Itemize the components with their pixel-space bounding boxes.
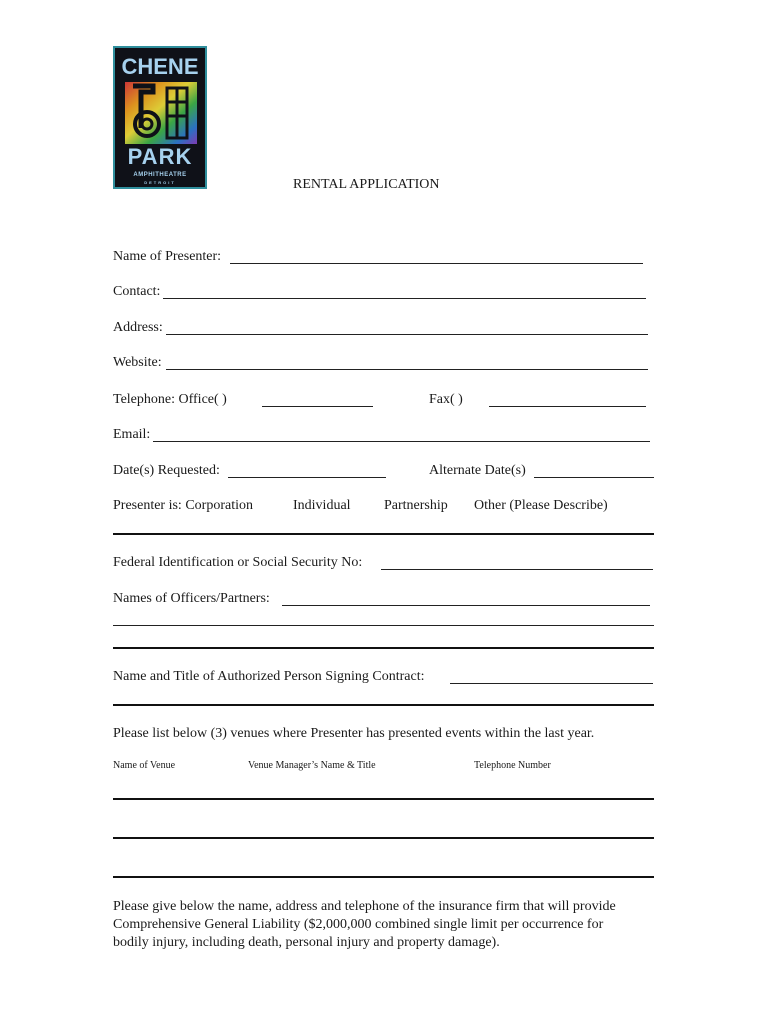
email-field[interactable] bbox=[153, 441, 650, 442]
presenter-name-label: Name of Presenter: bbox=[113, 249, 222, 264]
presenter-type-partnership[interactable]: Partnership bbox=[384, 498, 448, 513]
logo-text-amphitheatre: AMPHITHEATRE bbox=[133, 172, 187, 178]
insurance-text-line-1: Please give below the name, address and telephone of the insurance firm that will provide bbox=[113, 899, 616, 914]
contact-label: Contact: bbox=[113, 284, 161, 299]
authorized-person-label: Name and Title of Authorized Person Signing Contract: bbox=[113, 669, 425, 684]
authorized-person-field[interactable] bbox=[450, 683, 653, 684]
presenter-type-individual[interactable]: Individual bbox=[293, 498, 351, 513]
telephone-label: Telephone: Office( ) bbox=[113, 392, 227, 407]
telephone-field[interactable] bbox=[262, 406, 373, 407]
alternate-dates-label: Alternate Date(s) bbox=[429, 463, 526, 478]
address-label: Address: bbox=[113, 320, 163, 335]
logo-text-detroit: DETROIT bbox=[144, 180, 176, 185]
federal-id-field[interactable] bbox=[381, 569, 653, 570]
venue-manager-column-header: Venue Manager’s Name & Title bbox=[248, 760, 376, 771]
logo-music-note-icon bbox=[123, 82, 199, 144]
venue-row-line-2[interactable] bbox=[113, 837, 654, 839]
venue-name-column-header: Name of Venue bbox=[113, 760, 176, 771]
page-title: RENTAL APPLICATION bbox=[293, 177, 440, 192]
insurance-text-line-3: bodily injury, including death, personal injury and property damage). bbox=[113, 935, 500, 950]
fax-field[interactable] bbox=[489, 406, 646, 407]
chene-park-logo bbox=[113, 46, 207, 189]
website-field[interactable] bbox=[166, 369, 648, 370]
alternate-dates-field[interactable] bbox=[534, 477, 654, 478]
contact-field[interactable] bbox=[163, 298, 646, 299]
venues-instruction: Please list below (3) venues where Presenter has presented events within the last year. bbox=[113, 726, 595, 741]
federal-id-label: Federal Identification or Social Security No: bbox=[113, 555, 363, 570]
fax-label: Fax( ) bbox=[429, 392, 463, 407]
authorized-person-extra-line[interactable] bbox=[113, 704, 654, 706]
email-label: Email: bbox=[113, 427, 151, 442]
presenter-name-field[interactable] bbox=[230, 263, 643, 264]
presenter-type-corporation[interactable]: Presenter is: Corporation bbox=[113, 498, 253, 513]
venue-phone-column-header: Telephone Number bbox=[474, 760, 551, 771]
insurance-text-line-2: Comprehensive General Liability ($2,000,000 combined single limit per occurrence for bbox=[113, 917, 604, 932]
dates-requested-field[interactable] bbox=[228, 477, 386, 478]
officers-extra-line-2[interactable] bbox=[113, 647, 654, 649]
website-label: Website: bbox=[113, 355, 162, 370]
venue-row-line-1[interactable] bbox=[113, 798, 654, 800]
other-description-line[interactable] bbox=[113, 533, 654, 535]
address-field[interactable] bbox=[166, 334, 648, 335]
officers-extra-line-1[interactable] bbox=[113, 625, 654, 626]
officers-field[interactable] bbox=[282, 605, 650, 606]
venue-row-line-3[interactable] bbox=[113, 876, 654, 878]
presenter-type-other[interactable]: Other (Please Describe) bbox=[474, 498, 608, 513]
logo-text-park: PARK bbox=[127, 144, 193, 169]
logo-text-chene: CHENE bbox=[121, 54, 199, 79]
dates-requested-label: Date(s) Requested: bbox=[113, 463, 220, 478]
officers-label: Names of Officers/Partners: bbox=[113, 591, 270, 606]
